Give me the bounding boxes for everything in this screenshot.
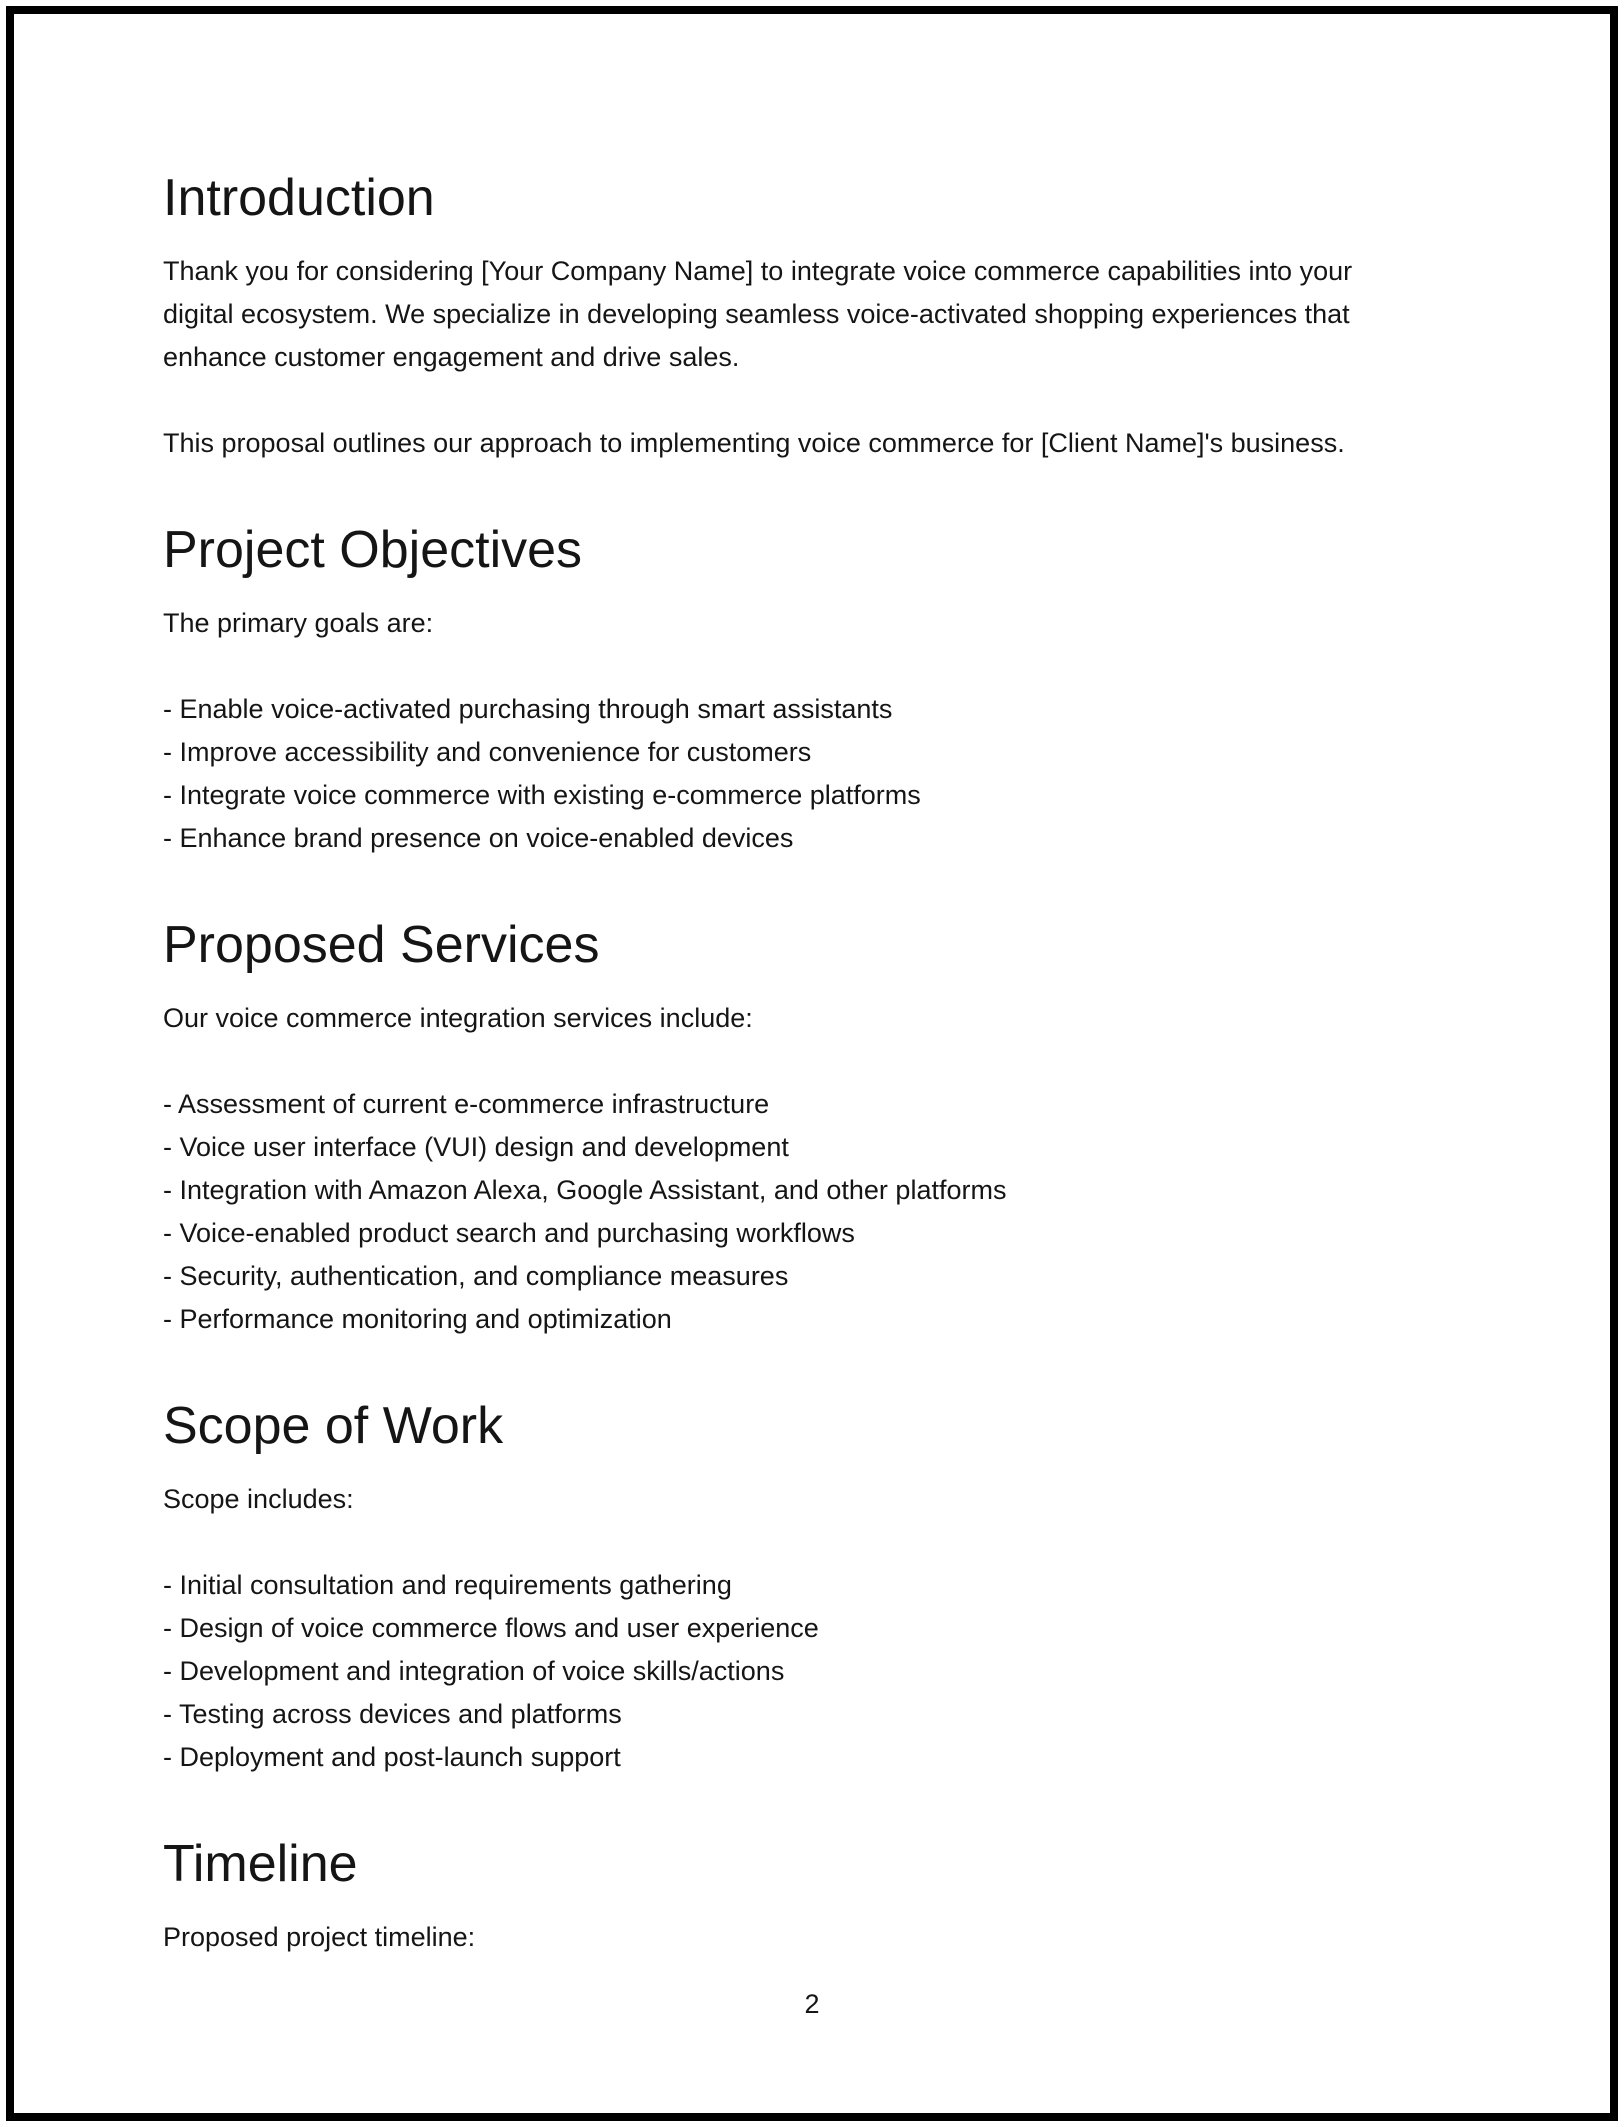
list-item: - Testing across devices and platforms [163, 1699, 622, 1729]
paragraph-line: Scope includes: [163, 1484, 354, 1514]
paragraph [163, 1916, 1461, 1959]
paragraph-line: The primary goals are: [163, 608, 434, 638]
paragraph-line: digital ecosystem. We specialize in developing seamless voice-activated shopping experiences that [163, 299, 1350, 329]
list-item: - Voice user interface (VUI) design and development [163, 1132, 789, 1162]
list-item: - Initial consultation and requirements gathering [163, 1570, 732, 1600]
item-list [163, 688, 1461, 860]
list-item: - Performance monitoring and optimization [163, 1304, 672, 1334]
section-introduction [163, 167, 1461, 465]
document-content [163, 167, 1461, 1959]
section-scope-of-work [163, 1395, 1461, 1779]
paragraph [163, 602, 1461, 645]
heading-project-objectives: Project Objectives [163, 521, 583, 579]
paragraph [163, 997, 1461, 1040]
list-item: - Integration with Amazon Alexa, Google Assistant, and other platforms [163, 1175, 1007, 1205]
heading-proposed-services: Proposed Services [163, 916, 600, 974]
heading-scope-of-work: Scope of Work [163, 1397, 504, 1455]
page-number: 2 [804, 1989, 820, 2019]
section-project-objectives [163, 519, 1461, 860]
list-item: - Integrate voice commerce with existing e-commerce platforms [163, 780, 921, 810]
paragraph [163, 1478, 1461, 1521]
list-item: - Assessment of current e-commerce infrastructure [163, 1089, 770, 1119]
list-item: - Design of voice commerce flows and user experience [163, 1613, 819, 1643]
paragraph-line: Proposed project timeline: [163, 1922, 476, 1952]
paragraph [163, 422, 1461, 465]
document-margins [14, 167, 1610, 2026]
item-list [163, 1564, 1461, 1779]
list-item: - Enable voice-activated purchasing through smart assistants [163, 694, 893, 724]
document-page [6, 6, 1618, 2121]
paragraph-line: Thank you for considering [Your Company Name] to integrate voice commerce capabilities into your [163, 256, 1353, 286]
paragraph-line: Our voice commerce integration services include: [163, 1003, 753, 1033]
list-item: - Enhance brand presence on voice-enabled devices [163, 823, 794, 853]
list-item: - Voice-enabled product search and purchasing workflows [163, 1218, 855, 1248]
list-item: - Deployment and post-launch support [163, 1742, 621, 1772]
list-item: - Security, authentication, and compliance measures [163, 1261, 789, 1291]
heading-timeline: Timeline [163, 1835, 358, 1893]
paragraph [163, 250, 1461, 379]
paragraph-line: enhance customer engagement and drive sales. [163, 342, 740, 372]
heading-introduction: Introduction [163, 169, 435, 227]
list-item: - Development and integration of voice skills/actions [163, 1656, 785, 1686]
item-list [163, 1083, 1461, 1341]
section-timeline [163, 1833, 1461, 1959]
section-proposed-services [163, 914, 1461, 1341]
paragraph-line: This proposal outlines our approach to implementing voice commerce for [Client Name]'s business. [163, 428, 1345, 458]
list-item: - Improve accessibility and convenience for customers [163, 737, 812, 767]
